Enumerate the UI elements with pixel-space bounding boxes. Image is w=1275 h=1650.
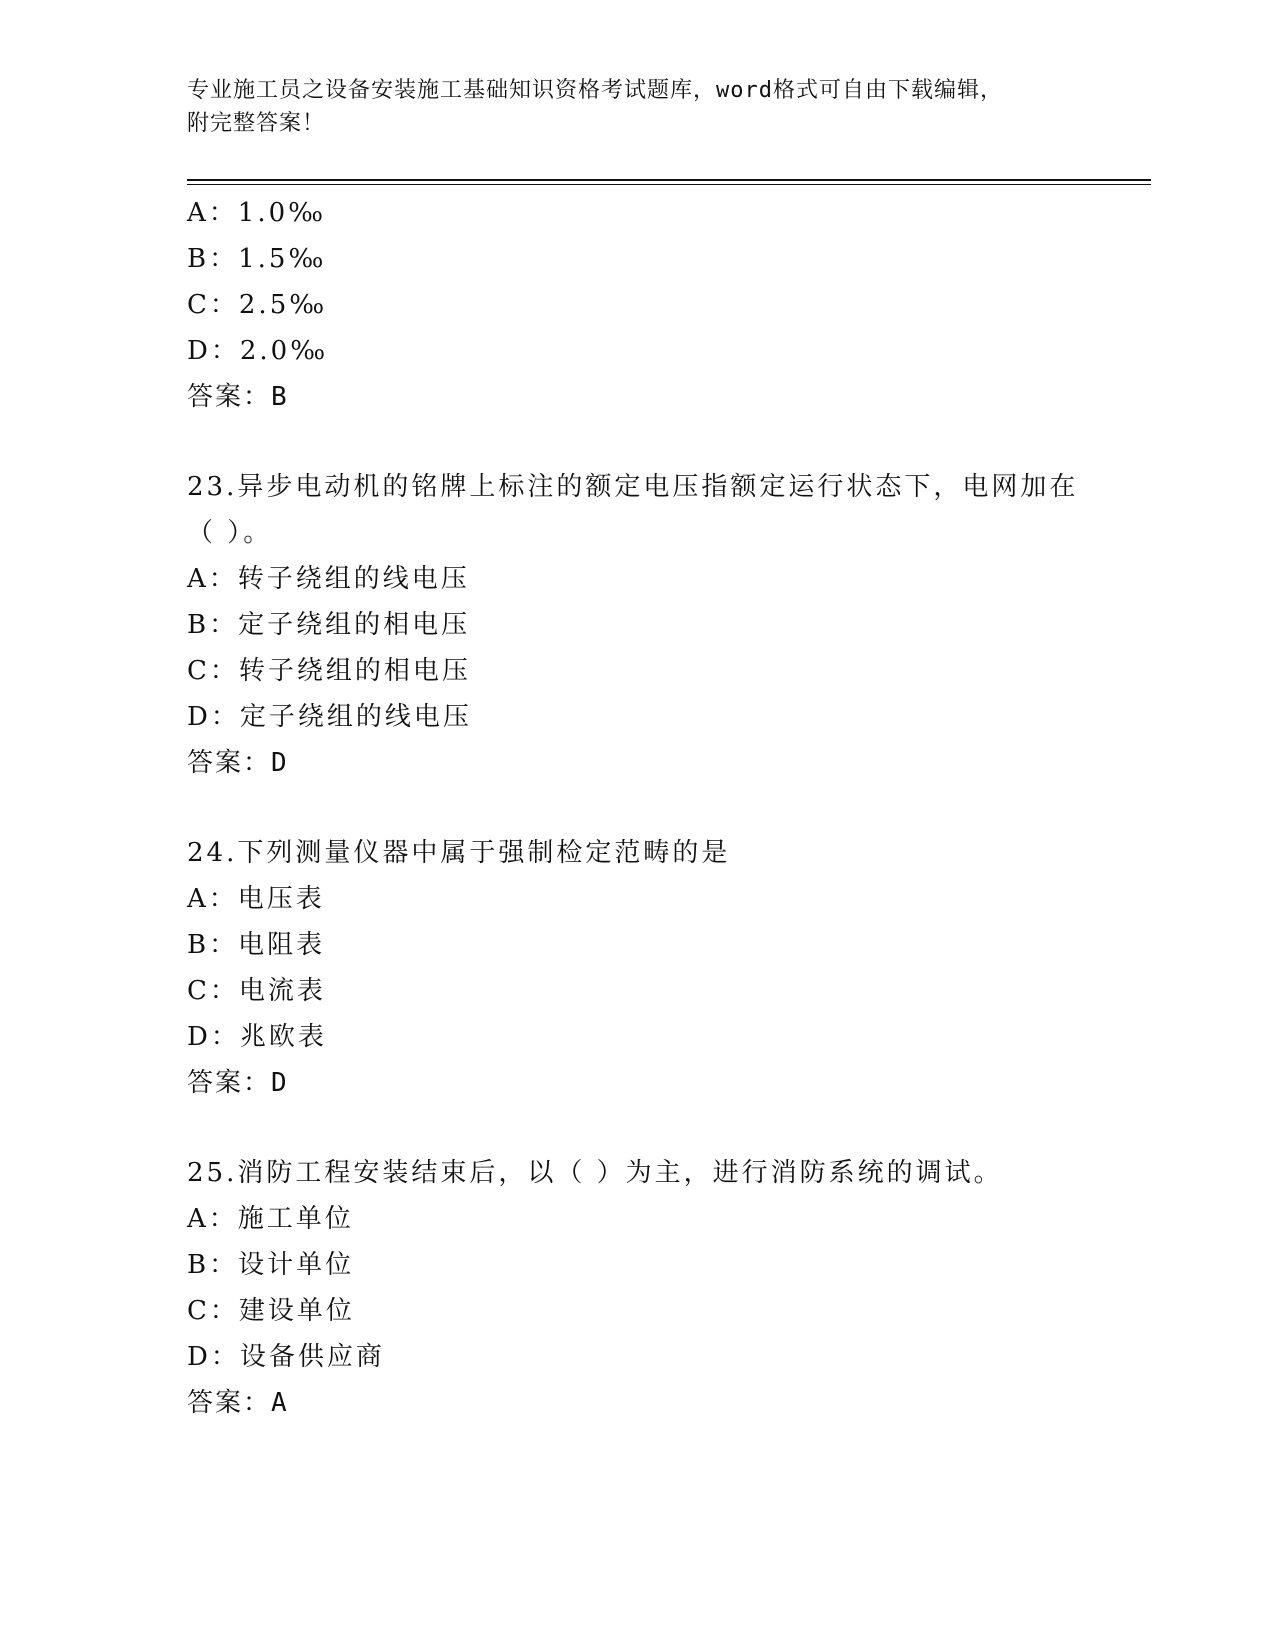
- question-22: [187, 190, 1087, 420]
- question-24: [187, 830, 1087, 1106]
- header-divider-thick: [187, 179, 1151, 181]
- option-b: B：定子绕组的相电压: [187, 610, 471, 640]
- option-a: A：电压表: [187, 884, 325, 914]
- header-divider-thin: [187, 184, 1151, 185]
- option-c: C：转子绕组的相电压: [187, 656, 471, 686]
- option-b: B：电阻表: [187, 930, 326, 960]
- answer: 答案：A: [187, 1388, 289, 1418]
- option-a: A：转子绕组的线电压: [187, 564, 470, 594]
- option-d: D：2.0‰: [187, 336, 329, 366]
- option-a: A：施工单位: [187, 1204, 354, 1234]
- question-text-line-1: 23.异步电动机的铭牌上标注的额定电压指额定运行状态下，电网加在: [187, 472, 1079, 502]
- option-b: B：1.5‰: [187, 244, 327, 274]
- spacer: [187, 1106, 1087, 1150]
- question-23: [187, 464, 1087, 786]
- answer: 答案：B: [187, 382, 289, 412]
- option-d: D：设备供应商: [187, 1342, 385, 1372]
- option-d: D：定子绕组的线电压: [187, 702, 472, 732]
- question-text: 24.下列测量仪器中属于强制检定范畴的是: [187, 838, 731, 868]
- header-line-1: 专业施工员之设备安装施工基础知识资格考试题库，word格式可自由下载编辑，: [187, 78, 1003, 103]
- question-text-line-2: （ ）。: [187, 518, 273, 548]
- option-c: C：2.5‰: [187, 290, 328, 320]
- option-c: C：建设单位: [187, 1296, 355, 1326]
- question-25: [187, 1150, 1087, 1426]
- option-b: B：设计单位: [187, 1250, 355, 1280]
- option-a: A：1.0‰: [187, 198, 327, 228]
- option-c: C：电流表: [187, 976, 326, 1006]
- answer: 答案：D: [187, 748, 289, 778]
- answer: 答案：D: [187, 1068, 289, 1098]
- document-header: [187, 74, 1067, 140]
- spacer: [187, 786, 1087, 830]
- header-line-2: 附完整答案！: [187, 111, 326, 136]
- question-list: [187, 190, 1087, 1426]
- spacer: [187, 420, 1087, 464]
- question-text: 25.消防工程安装结束后，以（ ）为主，进行消防系统的调试。: [187, 1158, 1003, 1188]
- option-d: D：兆欧表: [187, 1022, 327, 1052]
